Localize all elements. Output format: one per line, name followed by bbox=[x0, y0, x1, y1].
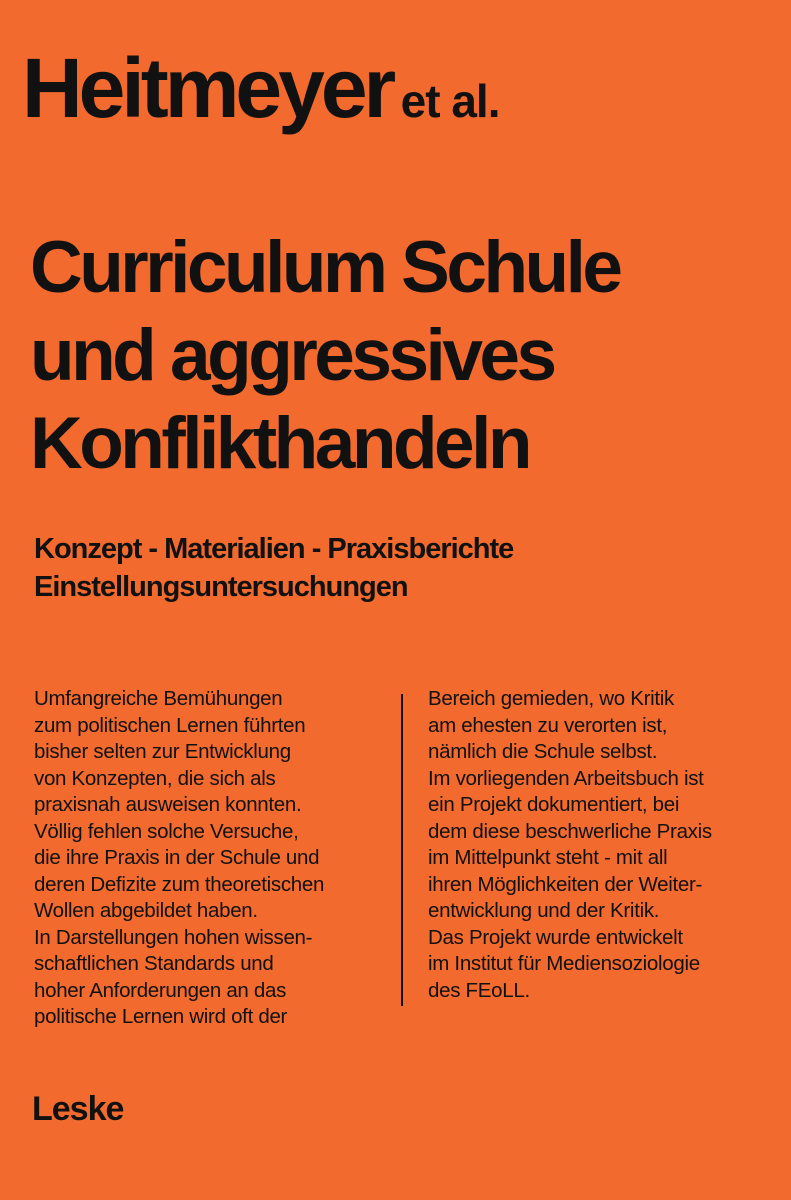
blurb-line: im Institut für Mediensoziologie bbox=[428, 952, 700, 975]
blurb-line: des FEoLL. bbox=[428, 978, 530, 1002]
blurb-line: schaftlichen Standards und bbox=[34, 952, 274, 975]
blurb-line: am ehesten zu verorten ist, bbox=[428, 713, 668, 737]
blurb-line: Bereich gemieden, wo Kritik bbox=[428, 687, 674, 710]
blurb-left-column bbox=[34, 686, 324, 1031]
author-name: Heitmeyer bbox=[22, 41, 393, 135]
blurb-line: ihren Möglichkeiten der Weiter- bbox=[428, 872, 703, 896]
column-divider bbox=[401, 694, 403, 1006]
blurb-line: bisher selten zur Entwicklung bbox=[34, 740, 291, 763]
author-line bbox=[22, 40, 500, 137]
blurb-line: von Konzepten, die sich als bbox=[34, 766, 276, 790]
blurb-line: die ihre Praxis in der Schule und bbox=[34, 846, 320, 869]
blurb-line: politische Lernen wird oft der bbox=[34, 1005, 288, 1028]
blurb-line: deren Defizite zum theoretischen bbox=[34, 872, 325, 896]
blurb-line: Umfangreiche Bemühungen bbox=[34, 687, 283, 710]
title-line: Konflikthandeln bbox=[30, 403, 530, 484]
subtitle-line: Konzept - Materialien - Praxisberichte bbox=[34, 533, 514, 565]
blurb-line: Völlig fehlen solche Versuche, bbox=[34, 819, 299, 843]
publisher-name: Leske bbox=[32, 1090, 124, 1128]
blurb-line: zum politischen Lernen führten bbox=[34, 713, 306, 737]
title-line: und aggressives bbox=[30, 315, 554, 396]
title-line: Curriculum Schule bbox=[30, 227, 620, 308]
blurb-line: nämlich die Schule selbst. bbox=[428, 740, 658, 763]
blurb-line: ein Projekt dokumentiert, bei bbox=[428, 793, 680, 816]
blurb-line: im Mittelpunkt steht - mit all bbox=[428, 846, 668, 869]
author-suffix: et al. bbox=[400, 75, 500, 127]
blurb-line: Im vorliegenden Arbeitsbuch ist bbox=[428, 766, 704, 790]
subtitle-line: Einstellungsuntersuchungen bbox=[34, 571, 408, 603]
blurb-line: entwicklung und der Kritik. bbox=[428, 899, 660, 922]
blurb-line: Wollen abgebildet haben. bbox=[34, 899, 258, 922]
blurb-line: hoher Anforderungen an das bbox=[34, 978, 287, 1002]
blurb-line: praxisnah ausweisen konnten. bbox=[34, 793, 302, 816]
book-subtitle bbox=[34, 530, 513, 606]
blurb-line: dem diese beschwerliche Praxis bbox=[428, 819, 712, 843]
book-title bbox=[30, 224, 620, 488]
blurb-line: In Darstellungen hohen wissen- bbox=[34, 925, 313, 949]
blurb-line: Das Projekt wurde entwickelt bbox=[428, 925, 683, 949]
blurb-right-column bbox=[428, 686, 712, 1004]
